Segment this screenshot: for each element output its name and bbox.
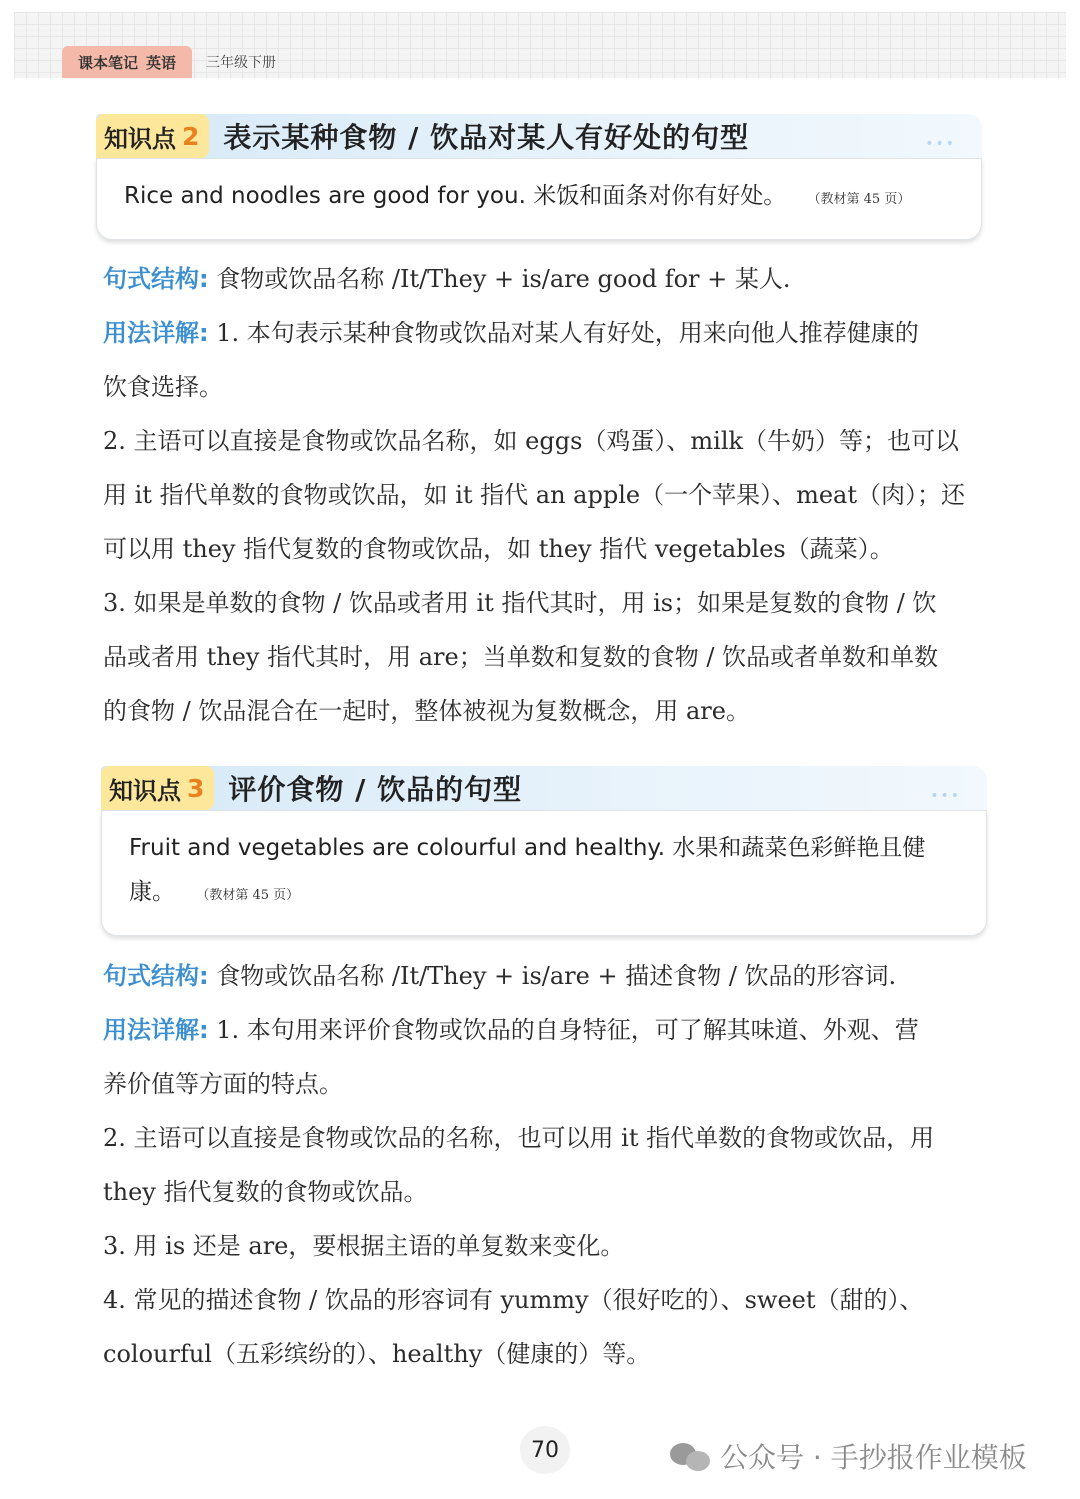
kp2-badge-text: 知识点 bbox=[104, 124, 176, 153]
kp2-badge bbox=[96, 114, 209, 158]
kp2-usage-text-5: 可以用 they 指代复数的食物或饮品，如 they 指代 vegetables（蔬菜）。 bbox=[103, 535, 894, 563]
kp2-structure-line bbox=[103, 264, 791, 294]
kp2-sentence-en: Rice and noodles are good for you. bbox=[124, 183, 526, 209]
kp2-sentence-cn: 米饭和面条对你有好处。 bbox=[533, 183, 787, 209]
book-name: 课本笔记 bbox=[77, 53, 138, 72]
kp2-usage-text-8: 的食物 / 饮品混合在一起时，整体被视为复数概念，用 are。 bbox=[103, 697, 750, 725]
kp3-usage-line bbox=[103, 1015, 919, 1045]
kp2-usage-text-4: 用 it 指代单数的食物或饮品，如 it 指代 an apple（一个苹果）、meat（肉）；还 bbox=[103, 481, 966, 509]
kp2-example-sentence bbox=[124, 174, 910, 222]
watermark bbox=[670, 1436, 1027, 1476]
kp3-example-sentence-2 bbox=[129, 870, 299, 918]
kp3-usage-text-2: 养价值等方面的特点。 bbox=[103, 1070, 343, 1098]
kp2-usage-text-6: 3. 如果是单数的食物 / 饮品或者用 it 指代其时，用 is；如果是复数的食物 / 饮 bbox=[103, 589, 937, 617]
kp3-usage-label: 用法详解: bbox=[103, 1016, 209, 1044]
book-subject-tag bbox=[62, 46, 192, 78]
kp2-decor-dots: ••• bbox=[925, 136, 956, 152]
kp3-badge-text: 知识点 bbox=[109, 776, 181, 805]
kp3-usage-text-7: colourful（五彩缤纷的）、healthy（健康的）等。 bbox=[103, 1340, 651, 1368]
kp2-textbook-ref: （教材第 45 页） bbox=[807, 192, 911, 207]
kp3-textbook-ref: （教材第 45 页） bbox=[196, 888, 300, 903]
kp3-usage-text-4: they 指代复数的食物或饮品。 bbox=[103, 1178, 428, 1206]
kp3-example-sentence-1: Fruit and vegetables are colourful and healthy. 水果和蔬菜色彩鲜艳且健 bbox=[129, 835, 926, 861]
kp3-structure-label: 句式结构: bbox=[103, 962, 209, 990]
kp3-usage-text-6: 4. 常见的描述食物 / 饮品的形容词有 yummy（很好吃的）、sweet（甜的）、 bbox=[103, 1286, 924, 1314]
kp3-badge bbox=[101, 766, 214, 810]
kp2-usage-text-2: 饮食选择。 bbox=[103, 373, 223, 401]
kp3-sentence-end: 康。 bbox=[129, 879, 175, 905]
kp2-structure-label: 句式结构: bbox=[103, 265, 209, 293]
kp3-heading: 评价食物 / 饮品的句型 bbox=[228, 773, 523, 806]
kp3-usage-text-1: 1. 本句用来评价食物或饮品的自身特征，可了解其味道、外观、营 bbox=[216, 1016, 919, 1044]
page-number: 70 bbox=[520, 1426, 570, 1474]
kp2-usage-text-1: 1. 本句表示某种食物或饮品对某人有好处，用来向他人推荐健康的 bbox=[216, 319, 919, 347]
kp3-structure-text: 食物或饮品名称 /It/They + is/are + 描述食物 / 饮品的形容词. bbox=[216, 962, 897, 990]
kp2-structure-text: 食物或饮品名称 /It/They + is/are good for + 某人. bbox=[216, 265, 791, 293]
watermark-text: 公众号 · 手抄报作业模板 bbox=[720, 1441, 1027, 1474]
kp2-usage-line bbox=[103, 318, 919, 348]
kp2-title-bar bbox=[96, 114, 982, 158]
kp3-structure-line bbox=[103, 961, 896, 991]
kp2-number: 2 bbox=[182, 121, 200, 151]
grade-label: 三年级下册 bbox=[206, 55, 276, 71]
kp3-decor-dots: ••• bbox=[930, 788, 961, 804]
wechat-icon bbox=[670, 1439, 712, 1473]
kp3-usage-text-3: 2. 主语可以直接是食物或饮品的名称，也可以用 it 指代单数的食物或饮品，用 bbox=[103, 1124, 935, 1152]
kp2-heading: 表示某种食物 / 饮品对某人有好处的句型 bbox=[223, 121, 750, 154]
kp3-title-bar bbox=[101, 766, 987, 810]
kp3-number: 3 bbox=[187, 773, 205, 803]
kp2-usage-text-7: 品或者用 they 指代其时，用 are；当单数和复数的食物 / 饮品或者单数和单数 bbox=[103, 643, 939, 671]
kp2-usage-text-3: 2. 主语可以直接是食物或饮品名称，如 eggs（鸡蛋）、milk（牛奶）等；也可以 bbox=[103, 427, 960, 455]
kp3-usage-text-5: 3. 用 is 还是 are，要根据主语的单复数来变化。 bbox=[103, 1232, 625, 1260]
subject-name: 英语 bbox=[146, 53, 177, 72]
kp2-usage-label: 用法详解: bbox=[103, 319, 209, 347]
